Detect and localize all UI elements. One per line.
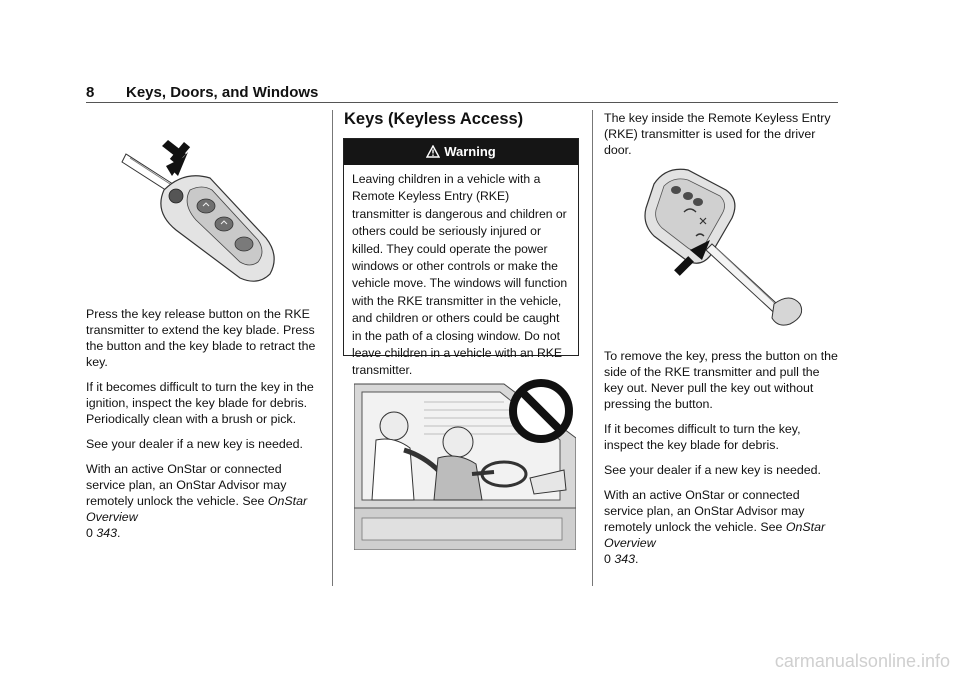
page-number: 8 [86,84,95,101]
page-ref-link[interactable]: 343 [96,526,118,540]
chapter-title: Keys, Doors, and Windows [126,84,319,101]
keyless-fob-illustration [640,164,820,332]
column-divider-left [332,110,333,586]
page-ref-link-right[interactable]: 343 [614,552,636,566]
warning-header [344,139,578,165]
paragraph-ignition-debris: If it becomes difficult to turn the key in the ignition, inspect the key blade for debris. Periodically clean with a brush or pick. [86,380,314,426]
paragraph-key-release: Press the key release button on the RKE transmitter to extend the key blade. Press the button and the key blade to retract the key. [86,307,316,369]
page-ref-icon: 0 [604,552,611,566]
paragraph-onstar-right: With an active OnStar or connected service plan, an OnStar Advisor may remotely unlock the vehicle. See OnStar Overview 0 343. [604,488,826,566]
paragraph-remove-key: To remove the key, press the button on the side of the RKE transmitter and pull the key out. Never pull the key out without pressing the button. [604,349,838,411]
warning-triangle-icon [426,145,440,158]
paragraph-key-debris: If it becomes difficult to turn the key, inspect the key blade for debris. [604,422,801,452]
warning-text: Leaving children in a vehicle with a Remote Keyless Entry (RKE) transmitter is dangerous and children or others could be seriously injured or killed. They could operate the power windows or other controls or make the vehicle move. The windows will function with the RKE transmitter in the vehicle, and children or others could be caught in the path of a closing window. Do not leave children in a vehicle with an RKE transmitter. [352,172,568,378]
page-footer [0,638,960,678]
right-column-intro [604,110,840,167]
paragraph-new-key-right: See your dealer if a new key is needed. [604,463,821,477]
page-ref-icon: 0 [86,526,93,540]
warning-box [343,138,579,378]
left-column-text [86,306,324,550]
column-divider-right [592,110,593,586]
page-header [86,84,838,106]
onstar-overview-link-right[interactable]: OnStar Overview [604,520,826,550]
paragraph-onstar: With an active OnStar or connected service plan, an OnStar Advisor may remotely unlock the vehicle. See OnStar Overview 0 343. [86,462,308,540]
watermark: carmanualsonline.info [774,651,950,671]
flip-key-illustration [120,140,290,290]
paragraph-driver-door: The key inside the Remote Keyless Entry (RKE) transmitter is used for the driver door. [604,111,831,157]
section-title: Keys (Keyless Access) [344,110,524,128]
warning-label: Warning [444,144,496,159]
header-rule [86,102,838,103]
paragraph-new-key: See your dealer if a new key is needed. [86,437,303,451]
right-column-text [604,348,840,576]
prohibition-icon [508,378,574,444]
onstar-overview-link[interactable]: OnStar Overview [86,494,308,524]
